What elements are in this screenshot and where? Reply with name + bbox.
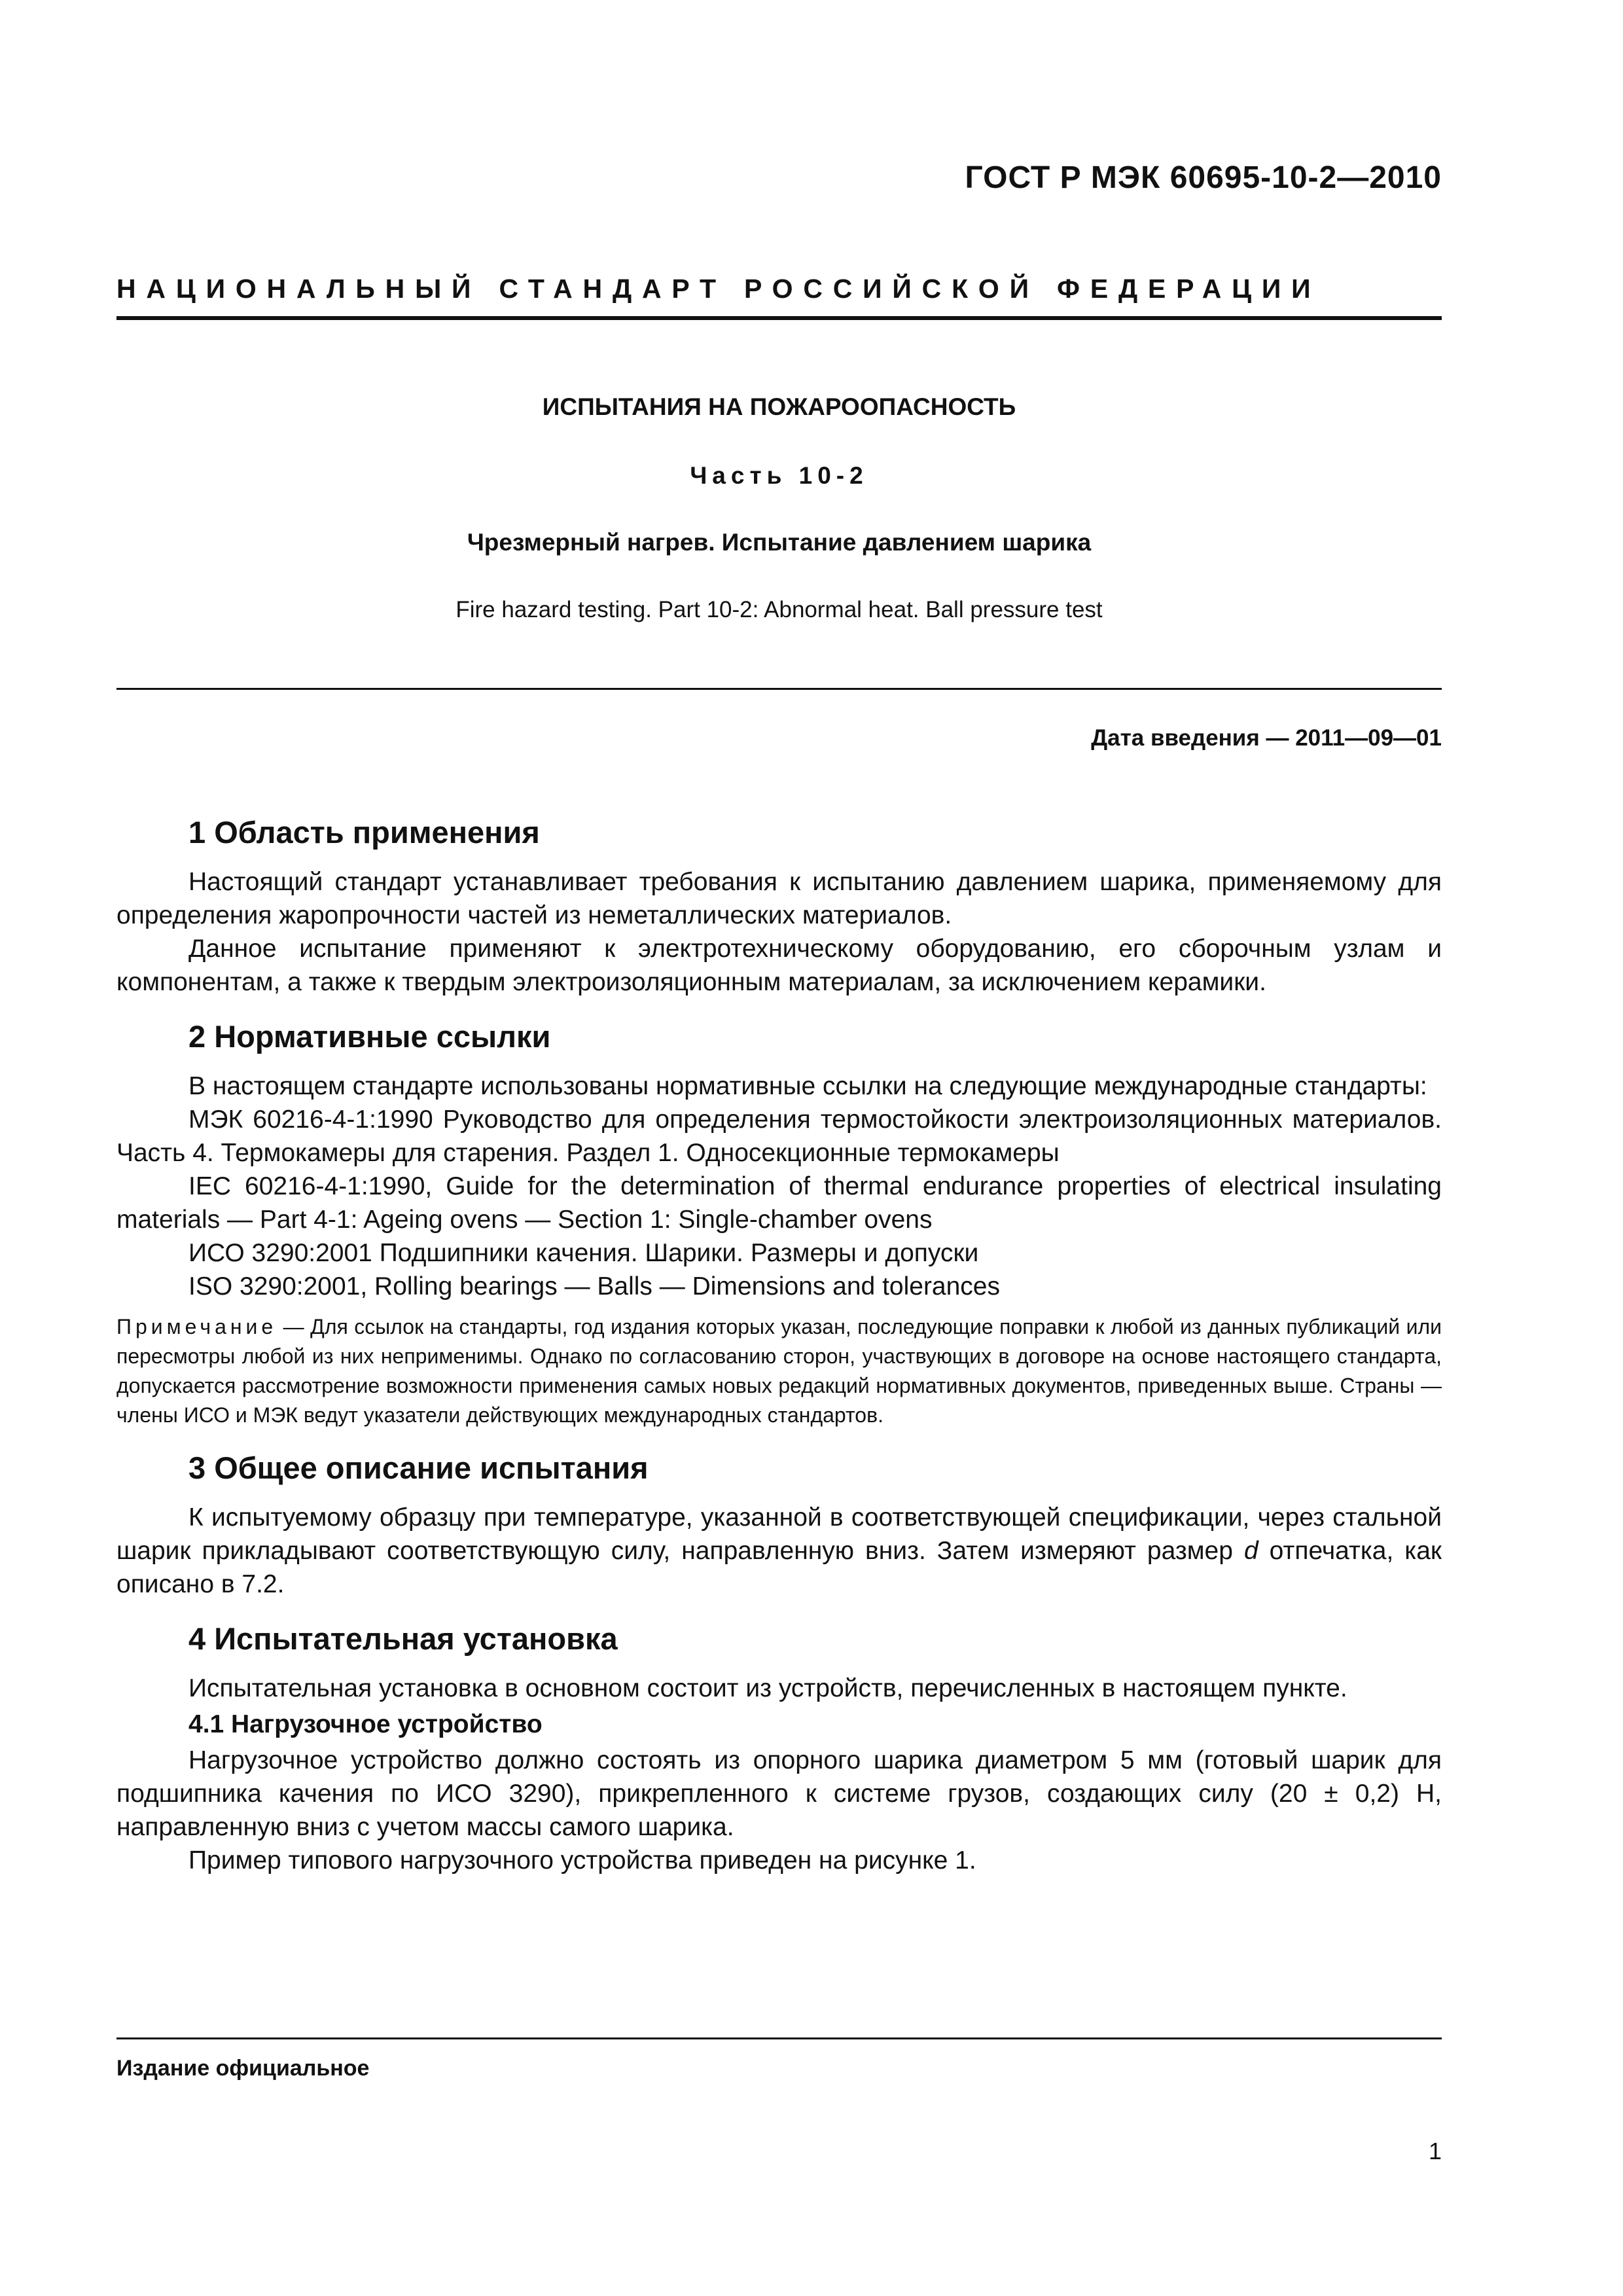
header-rule [116, 316, 1442, 320]
reference-item: МЭК 60216-4-1:1990 Руководство для определения термостойкости электроизоляционных материалов. Часть 4. Термокамеры для старения. Раздел 1. Односекционные термокамеры [116, 1105, 1442, 1167]
introduction-date: Дата введения — 2011—09—01 [1091, 725, 1442, 751]
section-scope [116, 813, 1442, 999]
standard-title: НАЦИОНАЛЬНЫЙ СТАНДАРТ РОССИЙСКОЙ ФЕДЕРАЦИИ [116, 274, 1321, 304]
section-heading: 2 Нормативные ссылки [188, 1019, 551, 1054]
section-heading: 3 Общее описание испытания [188, 1450, 649, 1485]
paragraph: Испытательная установка в основном состоит из устройств, перечисленных в настоящем пункте. [188, 1674, 1347, 1702]
title-rule [116, 688, 1442, 690]
section-normative-references [116, 1017, 1442, 1430]
paragraph: Нагрузочное устройство должно состоять из опорного шарика диаметром 5 мм (готовый шарик для подшипника качения по ИСО 3290), прикрепленного к системе грузов, создающих силу (20 ± 0,2) Н, направленную вниз с учетом массы самого шарика. [116, 1746, 1442, 1841]
page-number: 1 [1428, 2138, 1442, 2164]
reference-item: IEC 60216-4-1:1990, Guide for the determination of thermal endurance properties of electrical insulating materials — Part 4-1: Ageing ovens — Section 1: Single-chamber ovens [116, 1172, 1442, 1234]
note-label: Примечание [116, 1315, 277, 1338]
paragraph [116, 1501, 1442, 1601]
paragraph-text: отпечатка, как описано в 7.2. [116, 1537, 1442, 1598]
subsection-heading: 4.1 Нагрузочное устройство [188, 1710, 543, 1738]
english-title: Fire hazard testing. Part 10-2: Abnormal heat. Ball pressure test [455, 597, 1103, 622]
footer-rule [116, 2037, 1442, 2039]
section-heading: 4 Испытательная установка [188, 1621, 618, 1656]
reference-item: ИСО 3290:2001 Подшипники качения. Шарики. Размеры и допуски [188, 1239, 979, 1267]
paragraph-text: К испытуемому образцу при температуре, указанной в соответствующей спецификации, через стальной шарик прикладывают соответствующую силу, направленную вниз. Затем измеряют размер [116, 1503, 1442, 1565]
document-page [116, 0, 1442, 2296]
document-body [116, 813, 1442, 1877]
paragraph: В настоящем стандарте использованы нормативные ссылки на следующие международные стандарты: [188, 1072, 1427, 1100]
paragraph: Пример типового нагрузочного устройства приведен на рисунке 1. [188, 1846, 976, 1874]
note-text: — Для ссылок на стандарты, год издания которых указан, последующие поправки к любой из данных публикаций или пересмотры любой из них неприменимы. Однако по согласованию сторон, участвующих в договоре на основе настоящего стандарта, допускается рассмотрение возможности применения самых новых редакций нормативных документов, приведенных выше. Страны — члены ИСО и МЭК ведут указатели действующих международных стандартов. [116, 1315, 1442, 1427]
paragraph: Настоящий стандарт устанавливает требования к испытанию давлением шарика, применяемому для определения жаропрочности частей из неметаллических материалов. [116, 868, 1442, 929]
official-edition-label: Издание официальное [116, 2056, 370, 2081]
paragraph: Данное испытание применяют к электротехническому оборудованию, его сборочным узлам и компонентам, а также к твердым электроизоляционным материалам, за исключением керамики. [116, 935, 1442, 996]
document-subtitle: Чрезмерный нагрев. Испытание давлением шарика [467, 529, 1092, 556]
variable-d: d [1243, 1537, 1258, 1565]
section-test-apparatus [116, 1619, 1442, 1877]
section-heading: 1 Область применения [188, 815, 540, 850]
section-test-description [116, 1448, 1442, 1601]
document-part: Часть 10-2 [690, 462, 868, 489]
document-title: ИСПЫТАНИЯ НА ПОЖАРООПАСНОСТЬ [542, 393, 1016, 420]
note [116, 1312, 1442, 1430]
document-number: ГОСТ Р МЭК 60695-10-2—2010 [965, 160, 1442, 195]
reference-item: ISO 3290:2001, Rolling bearings — Balls — Dimensions and tolerances [188, 1272, 1001, 1300]
